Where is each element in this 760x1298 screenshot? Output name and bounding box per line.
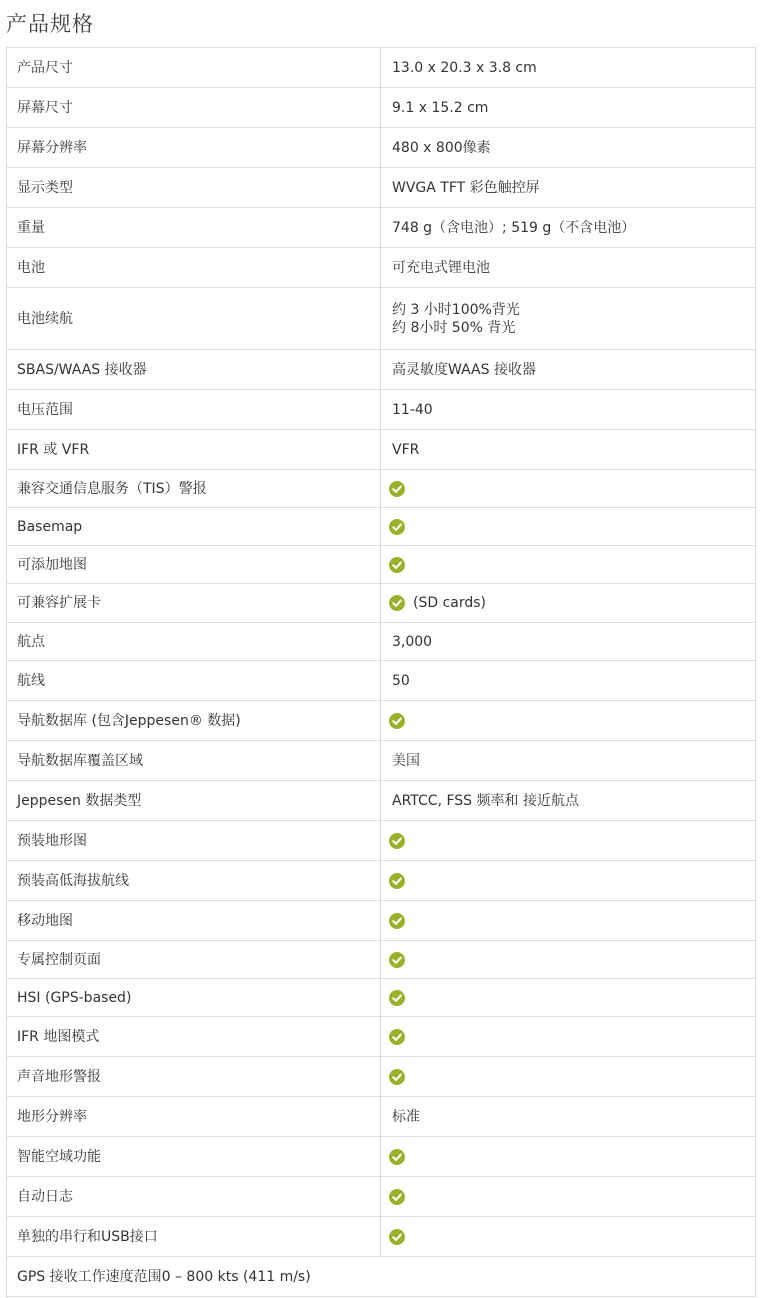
spec-note: (SD cards)	[413, 595, 487, 611]
spec-row	[7, 168, 756, 208]
spec-row	[7, 1137, 756, 1177]
check-circle-icon	[389, 952, 405, 968]
spec-row	[7, 248, 756, 288]
spec-label: Basemap	[7, 508, 381, 546]
spec-label: 航点	[7, 623, 381, 661]
check-circle-icon	[389, 833, 405, 849]
check-circle-icon	[389, 1229, 405, 1245]
spec-value-line: 约 8小时 50% 背光	[392, 319, 516, 336]
check-circle-icon	[389, 557, 405, 573]
spec-label: 地形分辨率	[7, 1097, 381, 1137]
spec-label: 产品尺寸	[7, 48, 381, 88]
spec-row	[7, 288, 756, 350]
spec-row	[7, 821, 756, 861]
spec-value	[381, 288, 756, 350]
spec-value	[381, 470, 756, 508]
spec-label: IFR 或 VFR	[7, 430, 381, 470]
spec-value: 3,000	[381, 623, 756, 661]
spec-row	[7, 1097, 756, 1137]
spec-row	[7, 781, 756, 821]
page-title: 产品规格	[6, 12, 94, 36]
spec-label: 移动地图	[7, 901, 381, 941]
spec-label: 兼容交通信息服务（TIS）警报	[7, 470, 381, 508]
spec-label: 电压范围	[7, 390, 381, 430]
spec-row	[7, 661, 756, 701]
spec-row	[7, 470, 756, 508]
spec-row	[7, 48, 756, 88]
spec-value: 可充电式锂电池	[381, 248, 756, 288]
spec-value: ARTCC, FSS 频率和 接近航点	[381, 781, 756, 821]
spec-row	[7, 430, 756, 470]
spec-label: 屏幕尺寸	[7, 88, 381, 128]
spec-value	[381, 1057, 756, 1097]
spec-row	[7, 390, 756, 430]
spec-label: 导航数据库覆盖区域	[7, 741, 381, 781]
spec-label: 自动日志	[7, 1177, 381, 1217]
spec-row	[7, 741, 756, 781]
check-circle-icon	[389, 873, 405, 889]
spec-label: 可兼容扩展卡	[7, 584, 381, 623]
spec-row	[7, 546, 756, 584]
spec-value	[381, 861, 756, 901]
spec-row	[7, 128, 756, 168]
spec-label: 单独的串行和USB接口	[7, 1217, 381, 1257]
spec-value-line: 约 3 小时100%背光	[392, 301, 520, 318]
spec-row	[7, 979, 756, 1017]
check-circle-icon	[389, 1069, 405, 1085]
check-circle-icon	[389, 990, 405, 1006]
check-circle-icon	[389, 481, 405, 497]
spec-row	[7, 88, 756, 128]
spec-value	[381, 701, 756, 741]
spec-label: 重量	[7, 208, 381, 248]
spec-value	[381, 979, 756, 1017]
spec-footer-row	[7, 1257, 756, 1297]
spec-value	[381, 1137, 756, 1177]
spec-label: HSI (GPS-based)	[7, 979, 381, 1017]
spec-value: 美国	[381, 741, 756, 781]
spec-row	[7, 941, 756, 979]
spec-value: 11-40	[381, 390, 756, 430]
spec-value: VFR	[381, 430, 756, 470]
spec-value: 13.0 x 20.3 x 3.8 cm	[381, 48, 756, 88]
spec-row	[7, 208, 756, 248]
check-circle-icon	[389, 913, 405, 929]
check-circle-icon	[389, 595, 405, 611]
check-circle-icon	[389, 1189, 405, 1205]
spec-row	[7, 350, 756, 390]
check-circle-icon	[389, 519, 405, 535]
spec-label: 电池	[7, 248, 381, 288]
spec-label: 预装地形图	[7, 821, 381, 861]
check-circle-icon	[389, 1149, 405, 1165]
spec-row	[7, 584, 756, 623]
spec-value: 480 x 800像素	[381, 128, 756, 168]
spec-value: 748 g（含电池）; 519 g（不含电池）	[381, 208, 756, 248]
check-circle-icon	[389, 1029, 405, 1045]
spec-row	[7, 861, 756, 901]
check-circle-icon	[389, 713, 405, 729]
spec-row	[7, 508, 756, 546]
spec-label: 电池续航	[7, 288, 381, 350]
spec-label: IFR 地图模式	[7, 1017, 381, 1057]
spec-label: 专属控制页面	[7, 941, 381, 979]
spec-label: 可添加地图	[7, 546, 381, 584]
spec-label: 声音地形警报	[7, 1057, 381, 1097]
spec-row	[7, 901, 756, 941]
spec-label: 导航数据库 (包含Jeppesen® 数据)	[7, 701, 381, 741]
spec-value	[381, 584, 756, 623]
spec-value	[381, 546, 756, 584]
spec-value	[381, 508, 756, 546]
spec-label: SBAS/WAAS 接收器	[7, 350, 381, 390]
spec-value: 高灵敏度WAAS 接收器	[381, 350, 756, 390]
spec-table	[6, 47, 756, 1297]
spec-value: 50	[381, 661, 756, 701]
spec-row	[7, 623, 756, 661]
spec-label: 显示类型	[7, 168, 381, 208]
spec-row	[7, 1017, 756, 1057]
spec-row	[7, 1177, 756, 1217]
spec-value	[381, 1217, 756, 1257]
spec-value: 标准	[381, 1097, 756, 1137]
spec-label: 屏幕分辨率	[7, 128, 381, 168]
spec-value	[381, 1017, 756, 1057]
spec-row	[7, 1057, 756, 1097]
spec-value	[381, 941, 756, 979]
spec-value	[381, 1177, 756, 1217]
spec-value: 9.1 x 15.2 cm	[381, 88, 756, 128]
spec-value	[381, 901, 756, 941]
spec-value	[381, 821, 756, 861]
spec-row	[7, 1217, 756, 1257]
spec-label: 航线	[7, 661, 381, 701]
spec-row	[7, 701, 756, 741]
spec-label: 预装高低海拔航线	[7, 861, 381, 901]
spec-table-body	[7, 48, 756, 1297]
spec-footer-text: GPS 接收工作速度范围0 – 800 kts (411 m/s)	[7, 1257, 756, 1297]
spec-label: 智能空域功能	[7, 1137, 381, 1177]
spec-label: Jeppesen 数据类型	[7, 781, 381, 821]
spec-value: WVGA TFT 彩色触控屏	[381, 168, 756, 208]
